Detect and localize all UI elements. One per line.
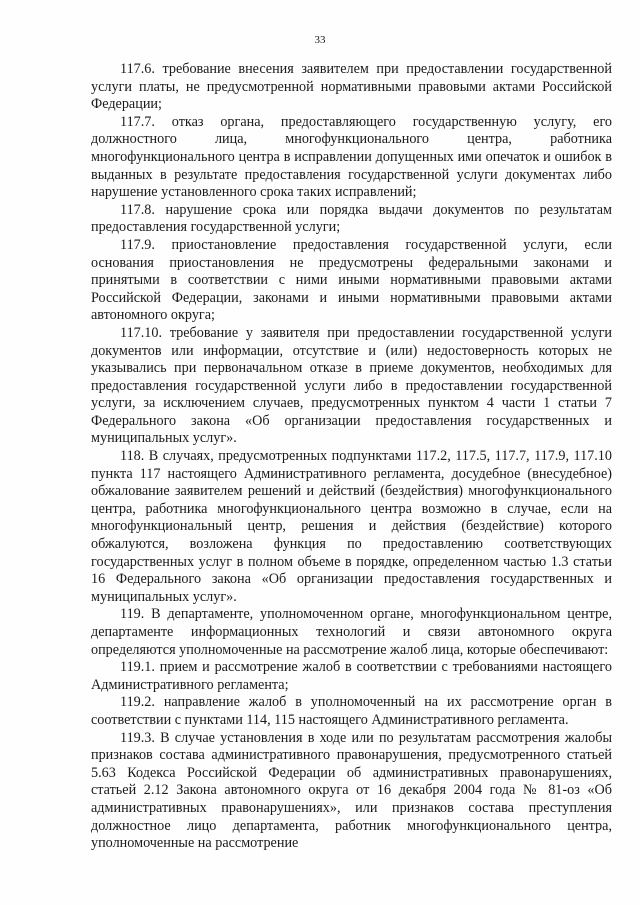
- page-number: 33: [314, 34, 326, 46]
- paragraph-119-2: 119.2. направление жалоб в уполномоченный на их рассмотрение орган в соответствии с пунктами 114, 115 настоящего Административного регламента.: [91, 694, 612, 728]
- paragraph-117-8: 117.8. нарушение срока или порядка выдачи документов по результатам предоставления государственной услуги;: [91, 201, 612, 236]
- paragraph-119: 119. В департаменте, уполномоченном органе, многофункциональном центре, департаменте информационных технологий и связи автономного округа определяются уполномоченные на рассмотрение жалоб лица, которые обеспечивают:: [91, 606, 612, 658]
- paragraph-117-10: 117.10. требование у заявителя при предоставлении государственной услуги документов или информации, отсутствие и (или) недостоверность которых не указывались при первоначальном отказе в приеме документов, необходимых для предоставления государственной услуги либо в предоставлении государственной услуги, за исключением случаев, предусмотренных пунктом 4 части 1 статьи 7 Федерального закона «Об организации предоставления государственных и муниципальных услуг».: [91, 324, 612, 447]
- paragraph-117-9: 117.9. приостановление предоставления государственной услуги, если основания приостановления не предусмотрены федеральными законами и принятыми в соответствии с ними иными нормативными правовыми актами Российской Федерации, законами и иными нормативными правовыми актами автономного округа;: [91, 236, 612, 324]
- paragraph-118: 118. В случаях, предусмотренных подпунктами 117.2, 117.5, 117.7, 117.9, 117.10 пункта 117 настоящего Административного регламента, досудебное (внесудебное) обжалование заявителем решений и действий (бездействия) многофункционального центра, работника многофункционального центра возможно в случае, если на многофункциональный центр, решения и действия (бездействие) которого обжалуются, возложена функция по предоставлению соответствующих государственных услуг в полном объеме в порядке, определенном частью 1.3 статьи 16 Федерального закона «Об организации предоставления государственных и муниципальных услуг».: [91, 448, 612, 605]
- paragraph-119-3: 119.3. В случае установления в ходе или по результатам рассмотрения жалобы признаков состава административного правонарушения, предусмотренного статьей 5.63 Кодекса Российской Федерации об административных правонарушениях, статьей 2.12 Закона автономного округа от 16 декабря 2004 года № 81-оз «Об административных правонарушениях», или признаков состава преступления должностное лицо департамента, работник многофункционального центра, уполномоченные на рассмотрение: [91, 729, 612, 852]
- document-body: [91, 61, 612, 853]
- paragraph-117-7: 117.7. отказ органа, предоставляющего государственную услугу, его должностного лица, многофункционального центра, работника многофункционального центра в исправлении допущенных ими опечаток и ошибок в выданных в результате предоставления государственной услуги документах либо нарушение установленного срока таких исправлений;: [91, 113, 612, 201]
- paragraph-119-1: 119.1. прием и рассмотрение жалоб в соответствии с требованиями настоящего Административного регламента;: [91, 659, 612, 693]
- paragraph-117-6: 117.6. требование внесения заявителем при предоставлении государственной услуги платы, не предусмотренной нормативными правовыми актами Российской Федерации;: [91, 61, 612, 113]
